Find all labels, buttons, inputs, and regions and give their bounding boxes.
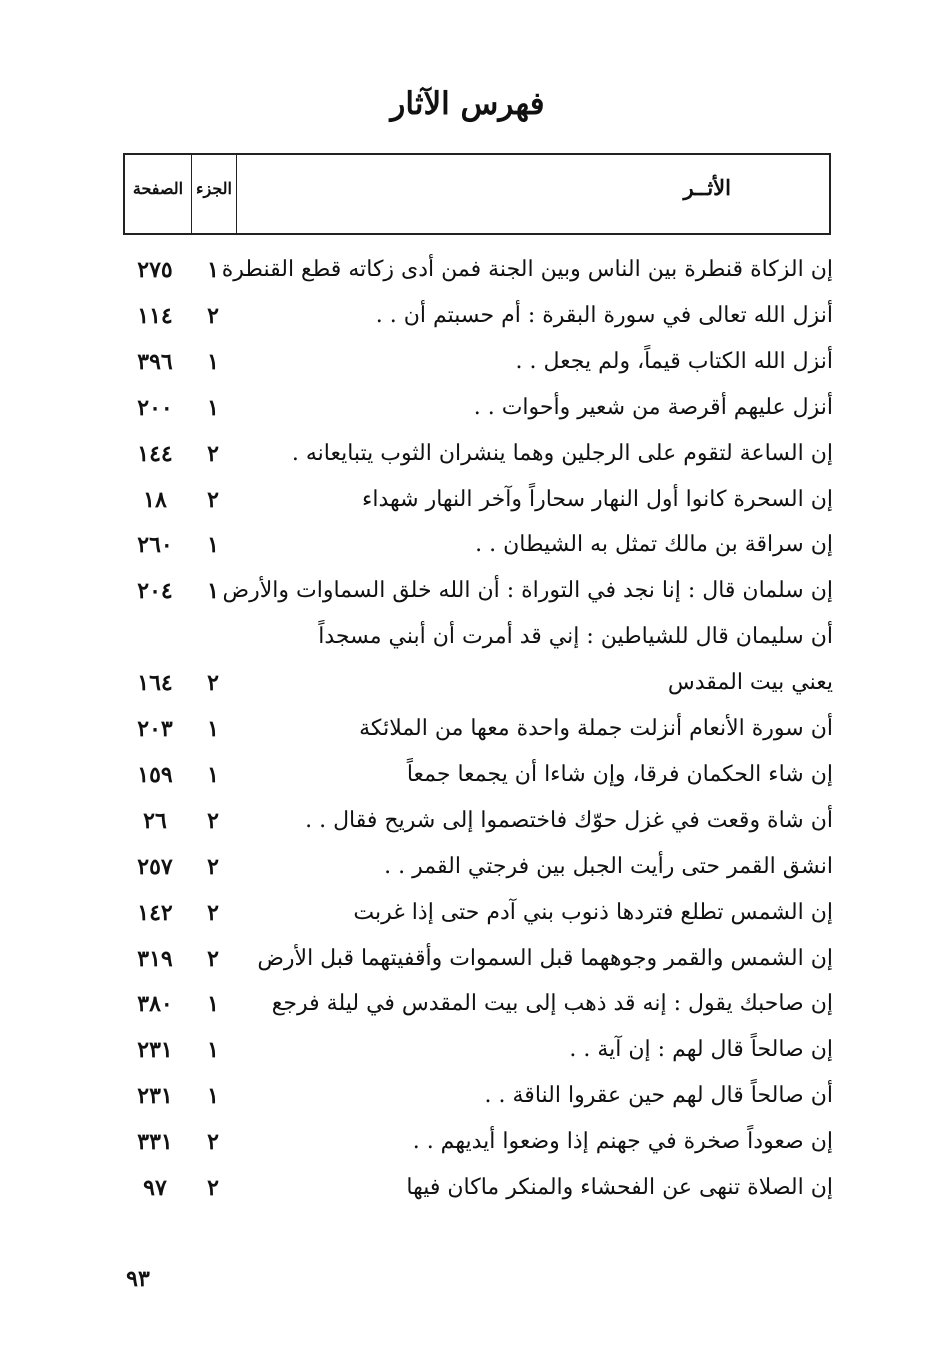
page-number: ٩٧ [143,1175,167,1201]
table-row [120,341,833,383]
part-number: ١ [207,991,219,1017]
page-number: ١٥٩ [137,762,173,788]
table-row [120,524,833,566]
athar-text: إن السحرة كانوا أول النهار سحاراً وآخر النهار شهداء [362,487,833,512]
table-row [120,479,833,521]
table-row [120,938,833,980]
part-number: ١ [207,578,219,604]
page-number: ٢٠٤ [137,578,173,604]
athar-text: إن الزكاة قنطرة بين الناس وبين الجنة فمن أدى زكاته قطع القنطرة [221,257,833,282]
page-number: ٢٣١ [137,1083,173,1109]
table-row [120,846,833,888]
part-number: ٢ [207,441,219,467]
page-number: ٢٠٣ [137,716,173,742]
page-number: ٣٣١ [137,1129,173,1155]
part-number: ١ [207,395,219,421]
part-number: ١ [207,1083,219,1109]
part-number: ١ [207,349,219,375]
athar-text: إن سلمان قال : إنا نجد في التوراة : أن الله خلق السماوات والأرض [222,578,833,603]
page-number: ٢٧٥ [137,257,173,283]
part-number: ٢ [207,854,219,880]
part-number: ١ [207,257,219,283]
table-row [120,249,833,291]
athar-text: إن الصلاة تنهى عن الفحشاء والمنكر ماكان فيها [406,1175,833,1200]
part-number: ١ [207,1037,219,1063]
page-number: ١٤٢ [137,900,173,926]
table-row [120,1075,833,1117]
footer-page-number: ٩٣ [126,1266,150,1292]
athar-text: أن سورة الأنعام أنزلت جملة واحدة معها من الملائكة [359,716,833,741]
part-number: ٢ [207,900,219,926]
table-row [120,570,833,612]
page-title: فهرس الآثار [390,86,545,122]
column-header-athar: الأثــر [683,175,731,200]
part-number: ١ [207,716,219,742]
page-number: ٣٨٠ [137,991,173,1017]
athar-text: إن الشمس والقمر وجوههما قبل السموات وأقفيتهما قبل الأرض [257,946,833,971]
athar-text: أنزل الله الكتاب قيماً، ولم يجعل . . [515,349,833,374]
part-number: ١ [207,762,219,788]
athar-text: إن شاء الحكمان فرقا، وإن شاءا أن يجمعا جمعاً [406,762,833,787]
table-row [120,387,833,429]
part-number: ٢ [207,1175,219,1201]
part-number: ٢ [207,808,219,834]
page-number: ١٦٤ [137,670,173,696]
page-number: ٢٠٠ [137,395,173,421]
table-row [120,1029,833,1071]
page-number: ٢٣١ [137,1037,173,1063]
athar-text: أن سليمان قال للشياطين : إني قد أمرت أن أبني مسجداً [318,624,833,649]
page-number: ٢٦٠ [137,532,173,558]
page-number: ١٤٤ [137,441,173,467]
athar-text: أن شاة وقعت في غزل حوّك فاختصموا إلى شريح فقال . . [305,808,833,833]
page-number: ٣١٩ [137,946,173,972]
part-number: ٢ [207,487,219,513]
page-number: ٣٩٦ [137,349,173,375]
athar-text: أنزل عليهم أقرصة من شعير وأحوات . . [473,395,833,420]
athar-text: إن سراقة بن مالك تمثل به الشيطان . . [475,532,833,557]
athar-text: إن صعوداً صخرة في جهنم إذا وضعوا أيديهم . . [412,1129,833,1154]
table-row [120,1167,833,1209]
table-header [123,153,831,235]
table-row [120,1121,833,1163]
athar-text: إن صاحبك يقول : إنه قد ذهب إلى بيت المقدس في ليلة فرجع [271,991,833,1016]
table-row [120,800,833,842]
part-number: ٢ [207,303,219,329]
athar-text: إن صالحاً قال لهم : إن آية . . [569,1037,833,1062]
table-row [120,662,833,704]
table-row [120,892,833,934]
athar-text: إن الساعة لتقوم على الرجلين وهما ينشران الثوب يتبايعانه . [291,441,833,466]
page-number: ٢٥٧ [137,854,173,880]
table-row [120,433,833,475]
athar-text: إن الشمس تطلع فتردها ذنوب بني آدم حتى إذا غربت [353,900,833,925]
part-number: ٢ [207,670,219,696]
part-number: ٢ [207,946,219,972]
page-number: ١٨ [143,487,167,513]
column-header-page: الصفحة [125,155,192,233]
table-row [120,616,833,658]
athar-text: أن صالحاً قال لهم حين عقروا الناقة . . [484,1083,833,1108]
page-number: ١١٤ [137,303,173,329]
athar-text: انشق القمر حتى رأيت الجبل بين فرجتي القمر . . [384,854,833,879]
athar-text: يعني بيت المقدس [667,670,833,695]
table-row [120,983,833,1025]
column-header-part: الجزء [192,155,237,233]
table-row [120,708,833,750]
table-row [120,295,833,337]
table-row [120,754,833,796]
part-number: ٢ [207,1129,219,1155]
athar-text: أنزل الله تعالى في سورة البقرة : أم حسبتم أن . . [375,303,833,328]
part-number: ١ [207,532,219,558]
page-number: ٢٦ [143,808,167,834]
